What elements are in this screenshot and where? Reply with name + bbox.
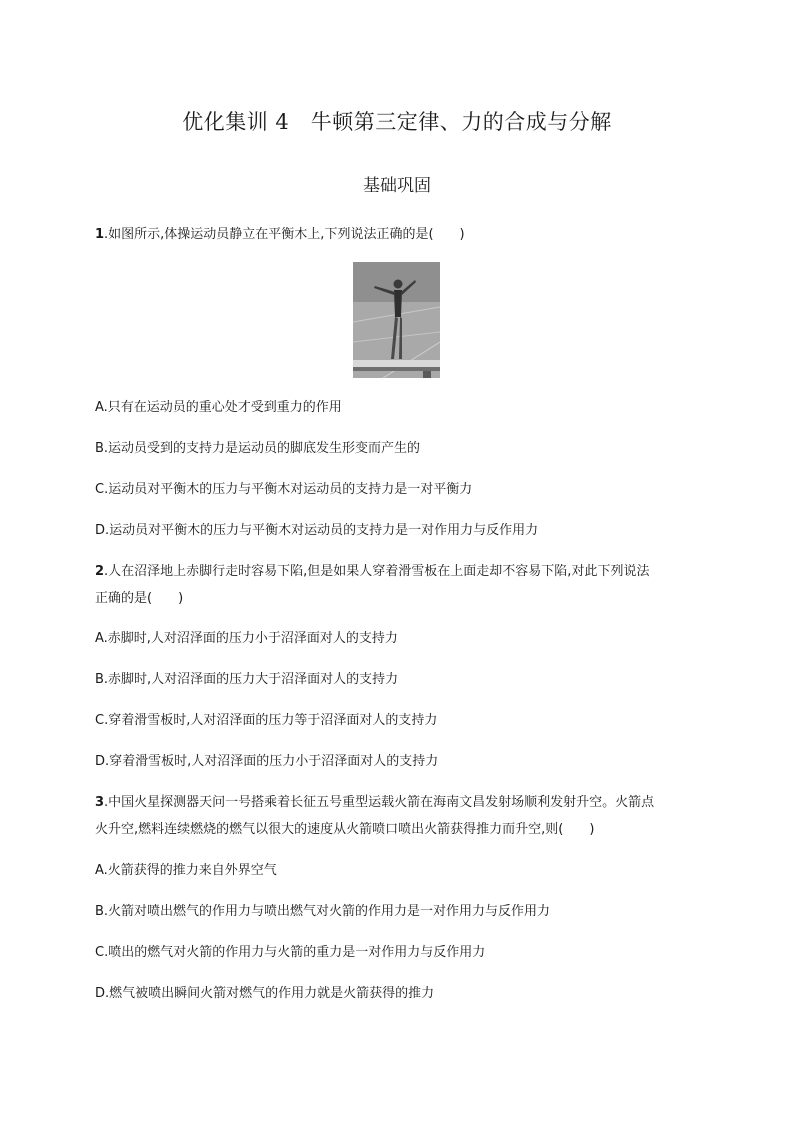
question-number: 1 [95,227,105,242]
question-text: .人在沼泽地上赤脚行走时容易下陷,但是如果人穿着滑雪板在上面走却不容易下陷,对此下列说法 [104,564,650,579]
gymnast-on-beam-illustration [353,262,440,378]
question-3-option-c: C.喷出的燃气对火箭的作用力与火箭的重力是一对作用力与反作用力 [95,945,486,960]
question-2-option-d: D.穿着滑雪板时,人对沼泽面的压力小于沼泽面对人的支持力 [95,754,439,769]
question-2-option-c: C.穿着滑雪板时,人对沼泽面的压力等于沼泽面对人的支持力 [95,713,438,728]
question-1-option-b: B.运动员受到的支持力是运动员的脚底发生形变而产生的 [95,441,421,456]
section-title: 基础巩固 [363,176,431,196]
question-2-stem [95,563,715,581]
question-1-option-d: D.运动员对平衡木的压力与平衡木对运动员的支持力是一对作用力与反作用力 [95,523,539,538]
question-3-stem [95,794,715,812]
question-1-option-a: A.只有在运动员的重心处才受到重力的作用 [95,400,342,415]
question-number: 2 [95,564,105,579]
page-title: 优化集训 4 牛顿第三定律、力的合成与分解 [182,110,612,134]
question-text: .中国火星探测器天问一号搭乘着长征五号重型运载火箭在海南文昌发射场顺利发射升空。火箭点 [104,795,655,810]
question-3-option-d: D.燃气被喷出瞬间火箭对燃气的作用力就是火箭获得的推力 [95,986,435,1001]
question-3-stem-continued: 火升空,燃料连续燃烧的燃气以很大的速度从火箭喷口喷出火箭获得推力而升空,则( ) [95,822,595,837]
question-3-option-b: B.火箭对喷出燃气的作用力与喷出燃气对火箭的作用力是一对作用力与反作用力 [95,904,551,919]
question-2-option-a: A.赤脚时,人对沼泽面的压力小于沼泽面对人的支持力 [95,631,398,646]
question-text: .如图所示,体操运动员静立在平衡木上,下列说法正确的是( ) [104,227,465,242]
question-2-stem-continued: 正确的是( ) [95,591,184,606]
gymnast-photo [353,262,440,378]
question-1-option-c: C.运动员对平衡木的压力与平衡木对运动员的支持力是一对平衡力 [95,482,473,497]
question-number: 3 [95,795,105,810]
question-1-stem [95,226,715,244]
question-2-option-b: B.赤脚时,人对沼泽面的压力大于沼泽面对人的支持力 [95,672,399,687]
question-3-option-a: A.火箭获得的推力来自外界空气 [95,863,277,878]
